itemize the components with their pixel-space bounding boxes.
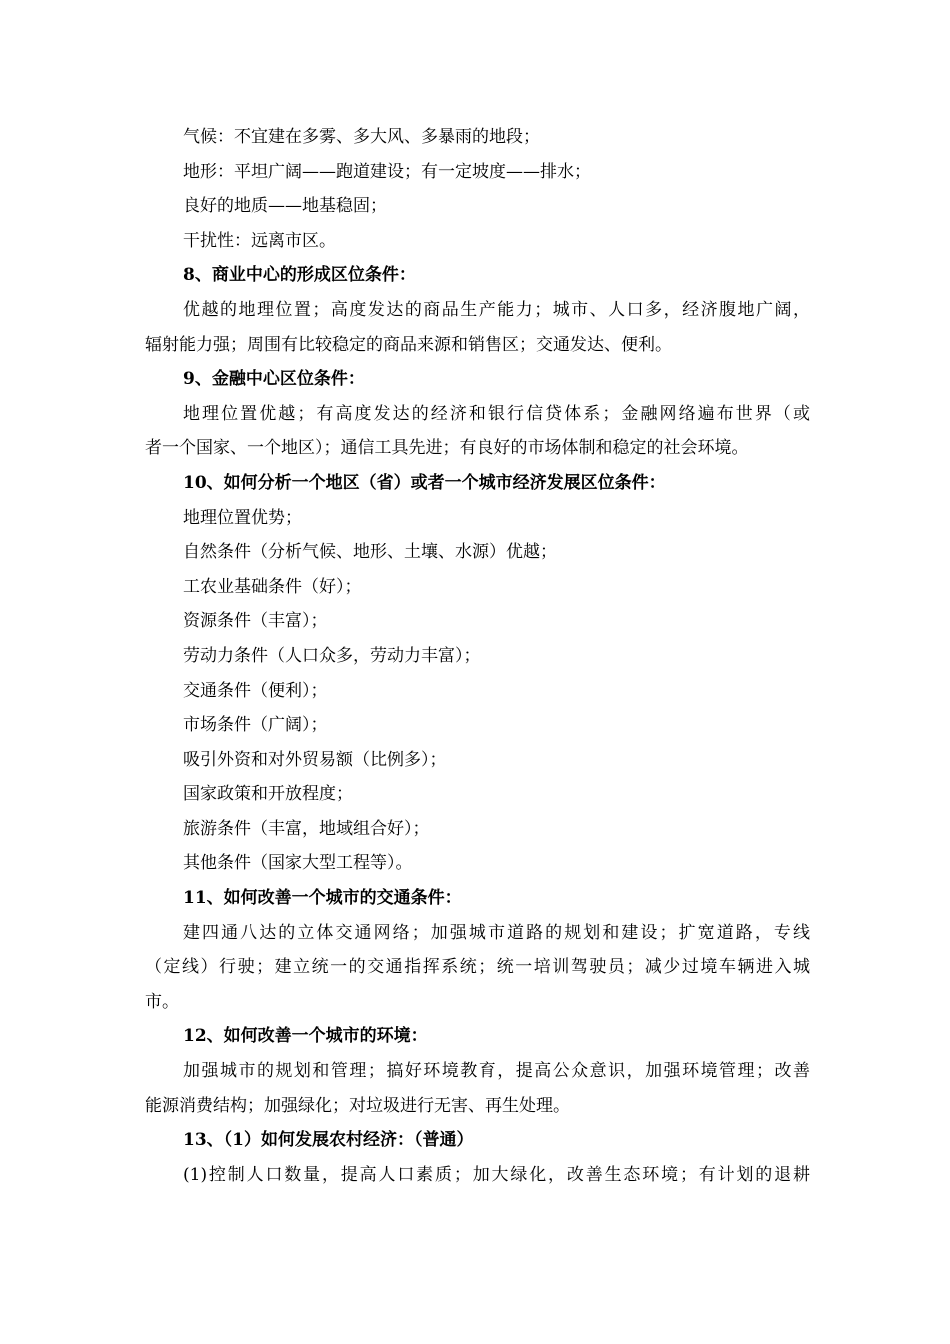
section-heading-13: 13、（1）如何发展农村经济：（普通） [183, 1130, 474, 1151]
paragraph-line: 地理位置优越；有高度发达的经济和银行信贷体系；金融网络遍布世界（或 [183, 403, 810, 424]
list-item: 吸引外资和对外贸易额（比例多）； [183, 749, 447, 770]
list-item: 市场条件（广阔）； [183, 715, 328, 736]
list-item: 劳动力条件（人口众多，劳动力丰富）； [183, 645, 481, 666]
section-heading-9: 9、金融中心区位条件： [183, 369, 365, 390]
document-body [145, 120, 810, 1192]
section-heading-11: 11、如何改善一个城市的交通条件： [183, 888, 462, 909]
list-item: 国家政策和开放程度； [183, 784, 353, 805]
section-heading-12: 12、如何改善一个城市的环境： [183, 1026, 428, 1047]
paragraph-line: 辐射能力强；周围有比较稳定的商品来源和销售区；交通发达、便利。 [145, 334, 672, 355]
section-heading-10: 10、如何分析一个地区（省）或者一个城市经济发展区位条件： [183, 472, 666, 493]
paragraph-line: 能源消费结构；加强绿化；对垃圾进行无害、再生处理。 [145, 1095, 570, 1116]
paragraph-line: 加强城市的规划和管理；搞好环境教育，提高公众意识，加强环境管理；改善 [183, 1061, 810, 1082]
list-item: 旅游条件（丰富，地域组合好）； [183, 818, 430, 839]
paragraph-line: 市。 [145, 991, 179, 1012]
paragraph-line: （定线）行驶；建立统一的交通指挥系统；统一培训驾驶员；减少过境车辆进入城 [145, 957, 810, 978]
text-line-climate: 气候：不宜建在多雾、多大风、多暴雨的地段； [183, 127, 540, 147]
paragraph-line: (1)控制人口数量，提高人口素质；加大绿化，改善生态环境；有计划的退耕 [183, 1164, 810, 1185]
text-line-interference: 干扰性：远离市区。 [183, 230, 336, 251]
list-item: 交通条件（便利）； [183, 680, 328, 701]
list-item: 地理位置优势； [183, 507, 302, 528]
list-item: 资源条件（丰富）； [183, 611, 328, 632]
list-item: 自然条件（分析气候、地形、土壤、水源）优越； [183, 542, 557, 563]
paragraph-line: 者一个国家、一个地区）；通信工具先进；有良好的市场体制和稳定的社会环境。 [145, 438, 749, 459]
section-heading-8: 8、商业中心的形成区位条件： [183, 265, 416, 286]
paragraph-line: 优越的地理位置；高度发达的商品生产能力；城市、人口多，经济腹地广阔， [183, 299, 810, 320]
paragraph-line: 建四通八达的立体交通网络；加强城市道路的规划和建设；扩宽道路，专线 [183, 922, 810, 943]
list-item: 工农业基础条件（好）； [183, 576, 362, 597]
text-line-geology: 良好的地质——地基稳固； [183, 196, 387, 217]
list-item: 其他条件（国家大型工程等）。 [183, 853, 413, 874]
text-line-terrain: 地形：平坦广阔——跑道建设；有一定坡度——排水； [183, 161, 591, 182]
